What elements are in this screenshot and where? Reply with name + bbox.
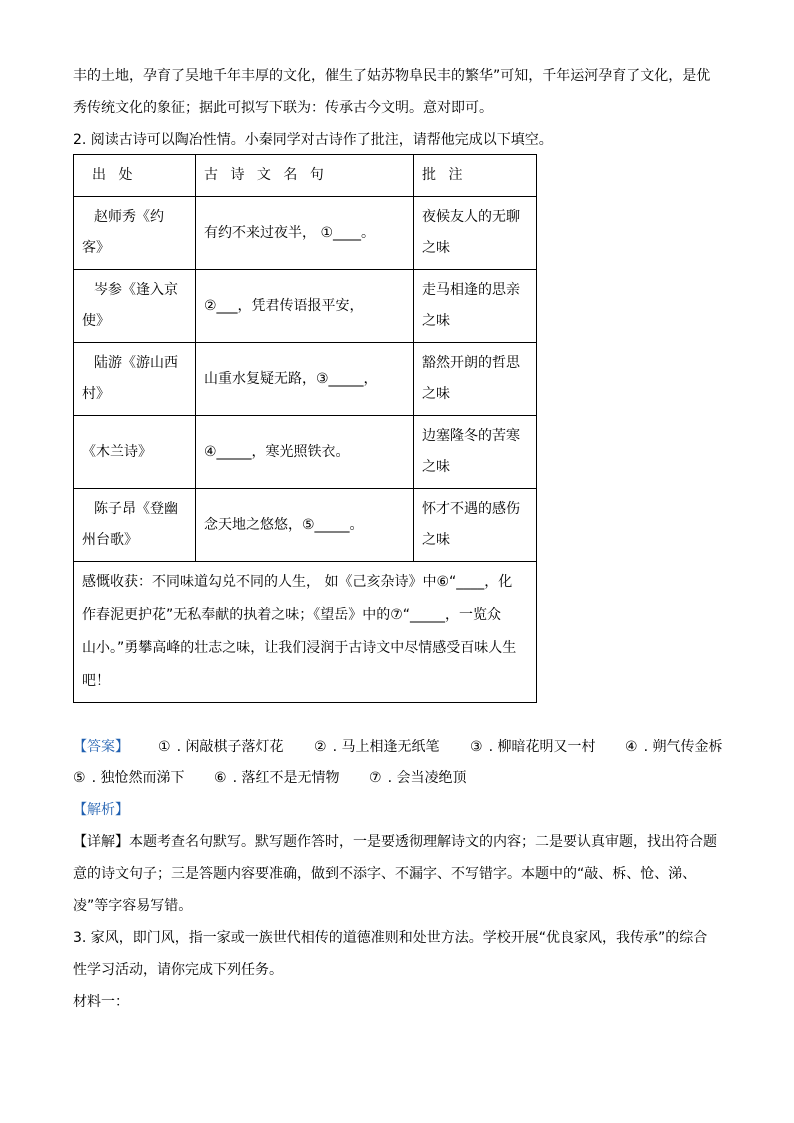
cell-verse: 念天地之悠悠，⑤_____。 xyxy=(196,489,414,562)
answer-item: ⑤ . 独怆然而涕下 xyxy=(73,770,185,786)
table-header-row xyxy=(74,155,537,197)
answer-label: 【答案】 xyxy=(73,739,129,755)
answer-item: ⑦ . 会当凌绝顶 xyxy=(369,770,467,786)
analysis-line-1: 【详解】本题考查名句默写。默写题作答时，一是要透彻理解诗文的内容；二是要认真审题，找出符合题 xyxy=(73,834,717,850)
summary-row xyxy=(74,562,537,703)
cell-note: 豁然开朗的哲思 之味 xyxy=(414,343,537,416)
question-3-line-2: 性学习活动，请你完成下列任务。 xyxy=(73,962,283,978)
material-one-label: 材料一： xyxy=(73,994,129,1010)
cell-verse: ②___，凭君传语报平安， xyxy=(196,270,414,343)
cell-note: 走马相逢的思亲 之味 xyxy=(414,270,537,343)
summary-line: 吧！ xyxy=(82,673,110,689)
cell-verse: ④_____，寒光照铁衣。 xyxy=(196,416,414,489)
question-3-line-1: 3. 家风，即门风，指一家或一族世代相传的道德准则和处世方法。学校开展“优良家风，我传承”的综合 xyxy=(73,930,708,946)
answer-item: ② . 马上相逢无纸笔 xyxy=(314,739,440,755)
analysis-line-2: 意的诗文句子；三是答题内容要准确，做到不添字、不漏字、不写错字。本题中的“敲、柝、怆、涕、 xyxy=(73,866,697,882)
header-note: 批 注 xyxy=(414,155,537,197)
summary-cell xyxy=(74,562,537,703)
table-row xyxy=(74,197,537,270)
poem-table xyxy=(73,154,537,703)
header-source: 出 处 xyxy=(74,155,196,197)
cell-source: 《木兰诗》 xyxy=(74,416,196,489)
answer-item: ① . 闲敲棋子落灯花 xyxy=(158,739,284,755)
summary-line: 山小。”勇攀高峰的壮志之味，让我们浸润于古诗文中尽情感受百味人生 xyxy=(82,640,517,656)
cell-note: 怀才不遇的感伤 之味 xyxy=(414,489,537,562)
intro-line-2: 秀传统文化的象征；据此可拟写下联为：传承古今文明。意对即可。 xyxy=(73,100,493,116)
cell-source: 赵师秀《约 客》 xyxy=(74,197,196,270)
cell-note: 边塞隆冬的苦寒 之味 xyxy=(414,416,537,489)
cell-verse: 有约不来过夜半， ①____。 xyxy=(196,197,414,270)
answer-item: ④ . 朔气传金柝 xyxy=(625,739,723,755)
cell-source: 岑参《逢入京 使》 xyxy=(74,270,196,343)
summary-line: 作春泥更护花”无私奉献的执着之味；《望岳》中的⑦“_____，一览众 xyxy=(82,607,502,623)
cell-source: 陆游《游山西 村》 xyxy=(74,343,196,416)
table-row xyxy=(74,343,537,416)
intro-line-1: 丰的土地，孕育了吴地千年丰厚的文化，催生了姑苏物阜民丰的繁华”可知，千年运河孕育了文化，是优 xyxy=(73,68,711,84)
answer-item: ③ . 柳暗花明又一村 xyxy=(470,739,596,755)
summary-line: 感慨收获：不同味道勾兑不同的人生， 如《己亥杂诗》中⑥“____，化 xyxy=(82,574,513,590)
answer-item: ⑥ . 落红不是无情物 xyxy=(214,770,340,786)
analysis-label: 【解析】 xyxy=(73,802,129,818)
cell-note: 夜候友人的无聊 之味 xyxy=(414,197,537,270)
header-verse: 古 诗 文 名 句 xyxy=(196,155,414,197)
question-2-stem: 2. 阅读古诗可以陶冶性情。小秦同学对古诗作了批注，请帮他完成以下填空。 xyxy=(73,132,553,148)
table-row xyxy=(74,489,537,562)
cell-verse: 山重水复疑无路，③_____， xyxy=(196,343,414,416)
analysis-line-3: 凌”等字容易写错。 xyxy=(73,898,193,914)
table-row xyxy=(74,416,537,489)
cell-source: 陈子昂《登幽 州台歌》 xyxy=(74,489,196,562)
table-row xyxy=(74,270,537,343)
